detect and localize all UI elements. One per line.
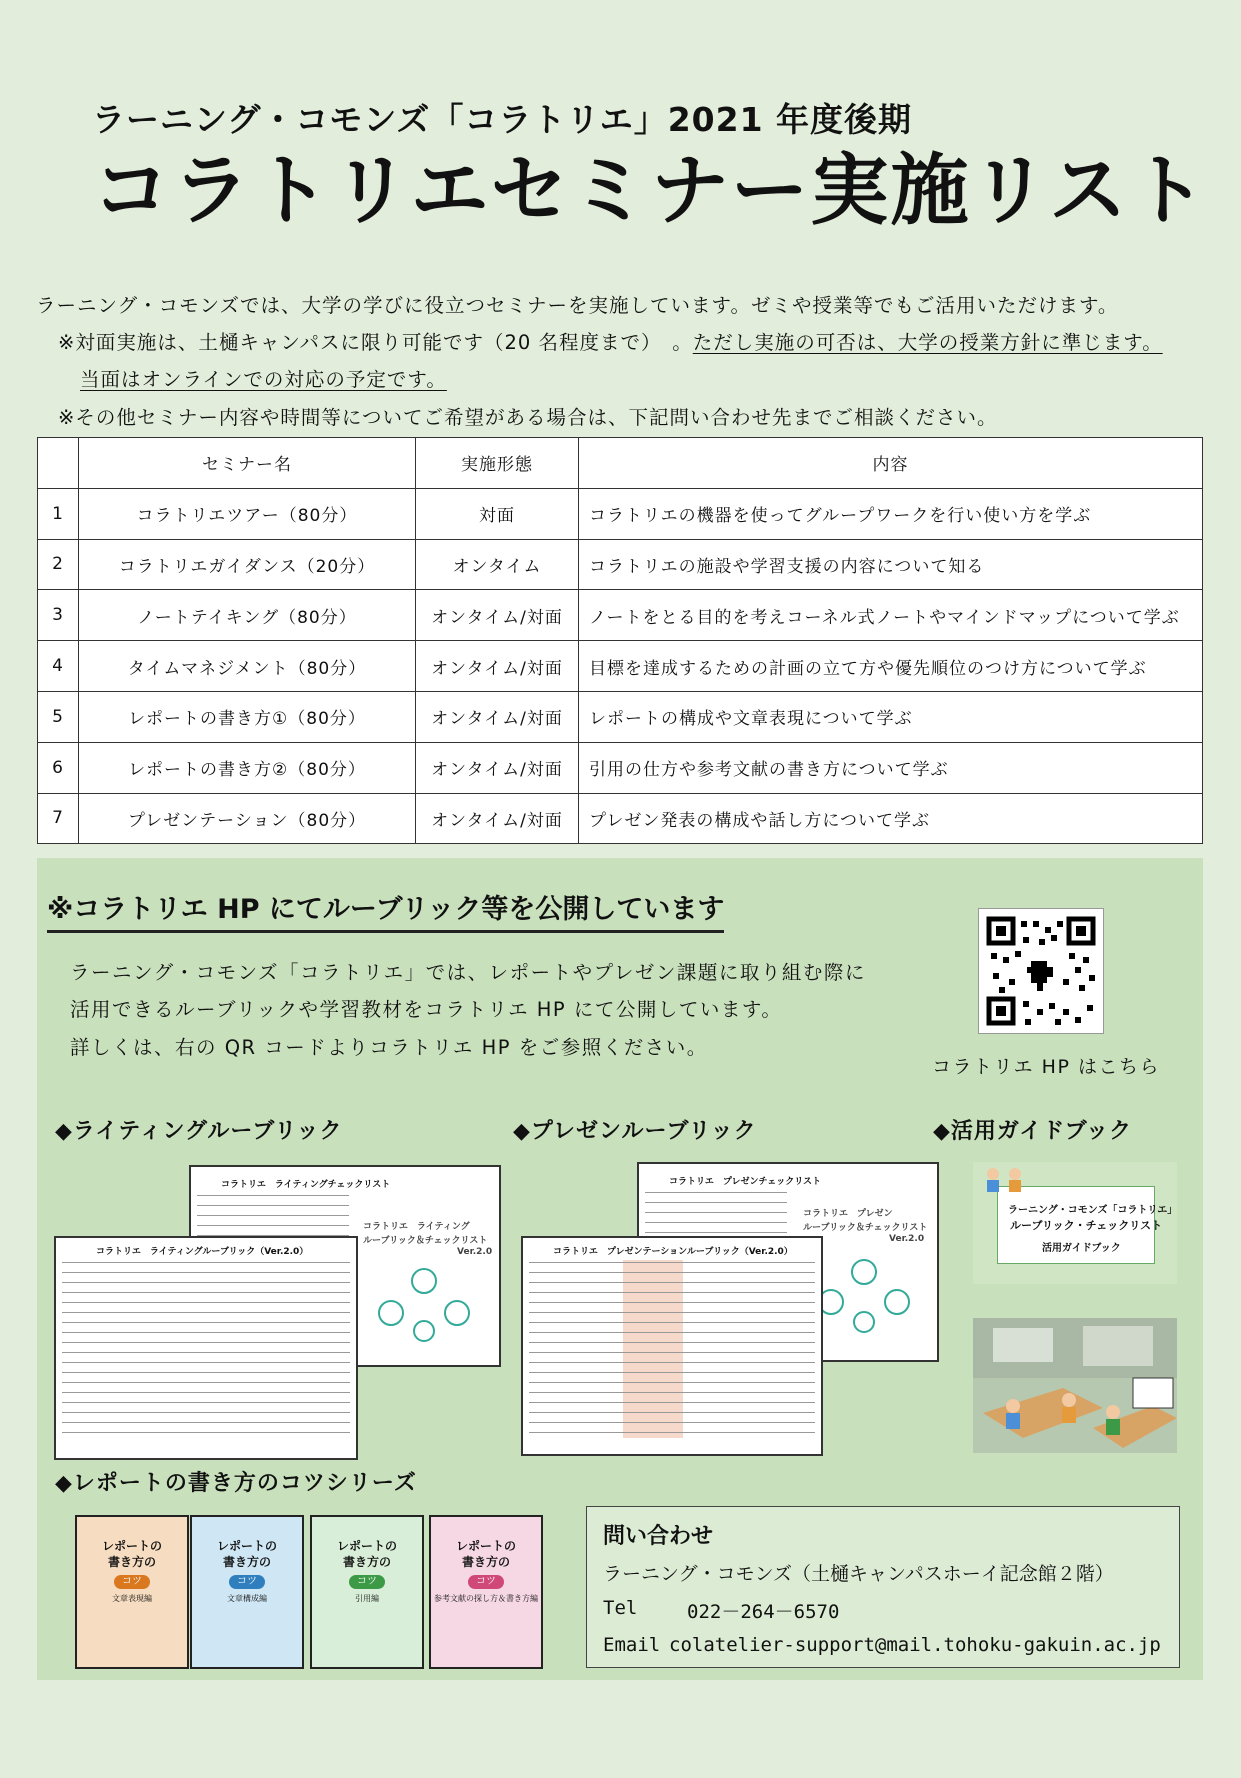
row-format: オンタイム/対面 (416, 742, 579, 793)
table-row (38, 793, 1203, 844)
booklet-kotsu: コツ (468, 1575, 504, 1589)
booklet-subtitle: 引用編 (355, 1594, 379, 1603)
classroom-illustration-icon (973, 1318, 1177, 1453)
thumb-sub1: コラトリエ ライティング (363, 1222, 470, 1232)
thumb-title: コラトリエ プレゼンテーションルーブリック（Ver.2.0） (553, 1247, 793, 1257)
booklet-cover[interactable] (429, 1515, 543, 1669)
contact-tel[interactable]: 022－264－6570 (687, 1601, 840, 1623)
row-seminar-name: レポートの書き方①（80分） (79, 691, 416, 742)
seminar-table (37, 437, 1203, 844)
thumb-version: Ver.2.0 (889, 1234, 925, 1244)
guidebook-card (997, 1186, 1178, 1264)
row-seminar-name: タイムマネジメント（80分） (79, 641, 416, 692)
guide-line-1: ラーニング・コモンズ「コラトリエ」 (1008, 1205, 1178, 1216)
row-content: レポートの構成や文章表現について学ぶ (579, 691, 1203, 742)
writing-rubric-thumbnail[interactable] (54, 1236, 358, 1460)
booklet-cover[interactable] (310, 1515, 424, 1669)
intro-line-2a: ※対面実施は、土樋キャンパスに限り可能です（20 名程度まで） 。 (58, 331, 693, 354)
booklet-subtitle: 文章構成編 (227, 1594, 267, 1603)
guidebook-cover[interactable] (973, 1162, 1177, 1284)
booklet-title: レポートの 書き方の (455, 1539, 516, 1569)
booklet-title: レポートの 書き方の (336, 1539, 397, 1569)
thumb-version: Ver.2.0 (457, 1247, 493, 1257)
row-seminar-name: プレゼンテーション（80分） (79, 793, 416, 844)
thumb-sub2: ルーブリック＆チェックリスト (363, 1236, 488, 1246)
cycle-diagram-icon (369, 1263, 479, 1343)
table-row (38, 691, 1203, 742)
resources-heading: ※コラトリエ HP にてルーブリック等を公開しています (47, 887, 724, 933)
qr-code[interactable] (978, 908, 1104, 1034)
guide-line-3: 活用ガイドブック (1042, 1243, 1121, 1254)
intro-line-3: 当面はオンラインでの対応の予定です。 (80, 368, 447, 391)
resources-text-2: 活用できるルーブリックや学習教材をコラトリエ HP にて公開しています。 (70, 998, 783, 1021)
row-content: ノートをとる目的を考えコーネル式ノートやマインドマップについて学ぶ (579, 590, 1203, 641)
intro-line-2 (58, 327, 1163, 355)
section-presentation-rubric: ◆プレゼンルーブリック (513, 1119, 757, 1144)
contact-title: 問い合わせ (603, 1524, 714, 1549)
qr-caption: コラトリエ HP はこちら (932, 1056, 1160, 1078)
guide-line-2: ルーブリック・チェックリスト (1010, 1219, 1163, 1232)
thumb-sub1: コラトリエ プレゼン (803, 1209, 893, 1219)
people-illustration-icon (979, 1164, 1039, 1194)
booklet-title: レポートの 書き方の (101, 1539, 162, 1569)
contact-box (586, 1506, 1180, 1668)
booklet-cover[interactable] (75, 1515, 189, 1669)
booklet-subtitle: 文章表現編 (112, 1594, 152, 1603)
row-seminar-name: コラトリエガイダンス（20分） (79, 539, 416, 590)
row-content: コラトリエの施設や学習支援の内容について知る (579, 539, 1203, 590)
section-guidebook: ◆活用ガイドブック (933, 1119, 1133, 1144)
booklet-kotsu: コツ (349, 1575, 385, 1589)
table-row (38, 590, 1203, 641)
page-subtitle: ラーニング・コモンズ「コラトリエ」2021 年度後期 (92, 100, 913, 139)
row-num: 7 (38, 793, 79, 844)
row-num: 6 (38, 742, 79, 793)
intro-line-1: ラーニング・コモンズでは、大学の学びに役立つセミナーを実施しています。ゼミや授業等でもご活用いただけます。 (36, 294, 1119, 317)
thumb-sub2: ルーブリック＆チェックリスト (803, 1223, 928, 1233)
col-header-num (38, 438, 79, 489)
table-row (38, 742, 1203, 793)
row-format: オンタイム/対面 (416, 590, 579, 641)
thumb-title: コラトリエ ライティングチェックリスト (221, 1180, 391, 1190)
thumb-title: コラトリエ プレゼンチェックリスト (669, 1177, 822, 1187)
row-num: 2 (38, 539, 79, 590)
booklet-title: レポートの 書き方の (216, 1539, 277, 1569)
thumb-rows (62, 1262, 350, 1442)
row-num: 4 (38, 641, 79, 692)
presentation-rubric-thumbnail[interactable] (521, 1236, 823, 1456)
table-row (38, 488, 1203, 539)
contact-tel-label: Tel (603, 1597, 638, 1619)
section-writing-rubric: ◆ライティングルーブリック (55, 1119, 343, 1144)
contact-email-label: Email (603, 1634, 661, 1656)
row-seminar-name: レポートの書き方②（80分） (79, 742, 416, 793)
row-num: 3 (38, 590, 79, 641)
row-content: 引用の仕方や参考文献の書き方について学ぶ (579, 742, 1203, 793)
row-format: オンタイム (416, 539, 579, 590)
guidebook-photo (973, 1318, 1177, 1453)
row-format: 対面 (416, 488, 579, 539)
col-header-desc: 内容 (579, 438, 1203, 489)
row-seminar-name: ノートテイキング（80分） (79, 590, 416, 641)
row-content: コラトリエの機器を使ってグループワークを行い使い方を学ぶ (579, 488, 1203, 539)
booklet-kotsu: コツ (229, 1575, 265, 1589)
contact-org: ラーニング・コモンズ（土樋キャンパスホーイ記念館２階） (603, 1563, 1114, 1585)
row-seminar-name: コラトリエツアー（80分） (79, 488, 416, 539)
thumb-title: コラトリエ ライティングルーブリック（Ver.2.0） (96, 1247, 309, 1257)
intro-line-2b: ただし実施の可否は、大学の授業方針に準じます。 (692, 331, 1163, 354)
resources-text-1: ラーニング・コモンズ「コラトリエ」では、レポートやプレゼン課題に取り組む際に (70, 961, 866, 984)
col-header-name: セミナー名 (79, 438, 416, 489)
contact-email[interactable]: colatelier-support@mail.tohoku-gakuin.ac.jp (669, 1634, 1161, 1656)
resources-text-3: 詳しくは、右の QR コードよりコラトリエ HP をご参照ください。 (70, 1036, 708, 1059)
page-title: コラトリエセミナー実施リスト (92, 146, 1209, 236)
qr-code-icon (979, 909, 1103, 1033)
row-content: 目標を達成するための計画の立て方や優先順位のつけ方について学ぶ (579, 641, 1203, 692)
booklet-subtitle: 参考文献の探し方＆書き方編 (434, 1594, 538, 1603)
booklet-cover[interactable] (190, 1515, 304, 1669)
row-format: オンタイム/対面 (416, 691, 579, 742)
row-num: 1 (38, 488, 79, 539)
col-header-form: 実施形態 (416, 438, 579, 489)
row-format: オンタイム/対面 (416, 793, 579, 844)
row-format: オンタイム/対面 (416, 641, 579, 692)
booklet-kotsu: コツ (114, 1575, 150, 1589)
intro-line-4: ※その他セミナー内容や時間等についてご希望がある場合は、下記問い合わせ先までご相談ください。 (58, 406, 998, 429)
row-content: プレゼン発表の構成や話し方について学ぶ (579, 793, 1203, 844)
table-row (38, 539, 1203, 590)
row-num: 5 (38, 691, 79, 742)
cycle-diagram-icon (809, 1252, 919, 1336)
table-header-row (38, 438, 1203, 489)
thumb-rows (529, 1262, 815, 1442)
section-report-series: ◆レポートの書き方のコツシリーズ (55, 1471, 417, 1496)
table-row (38, 641, 1203, 692)
